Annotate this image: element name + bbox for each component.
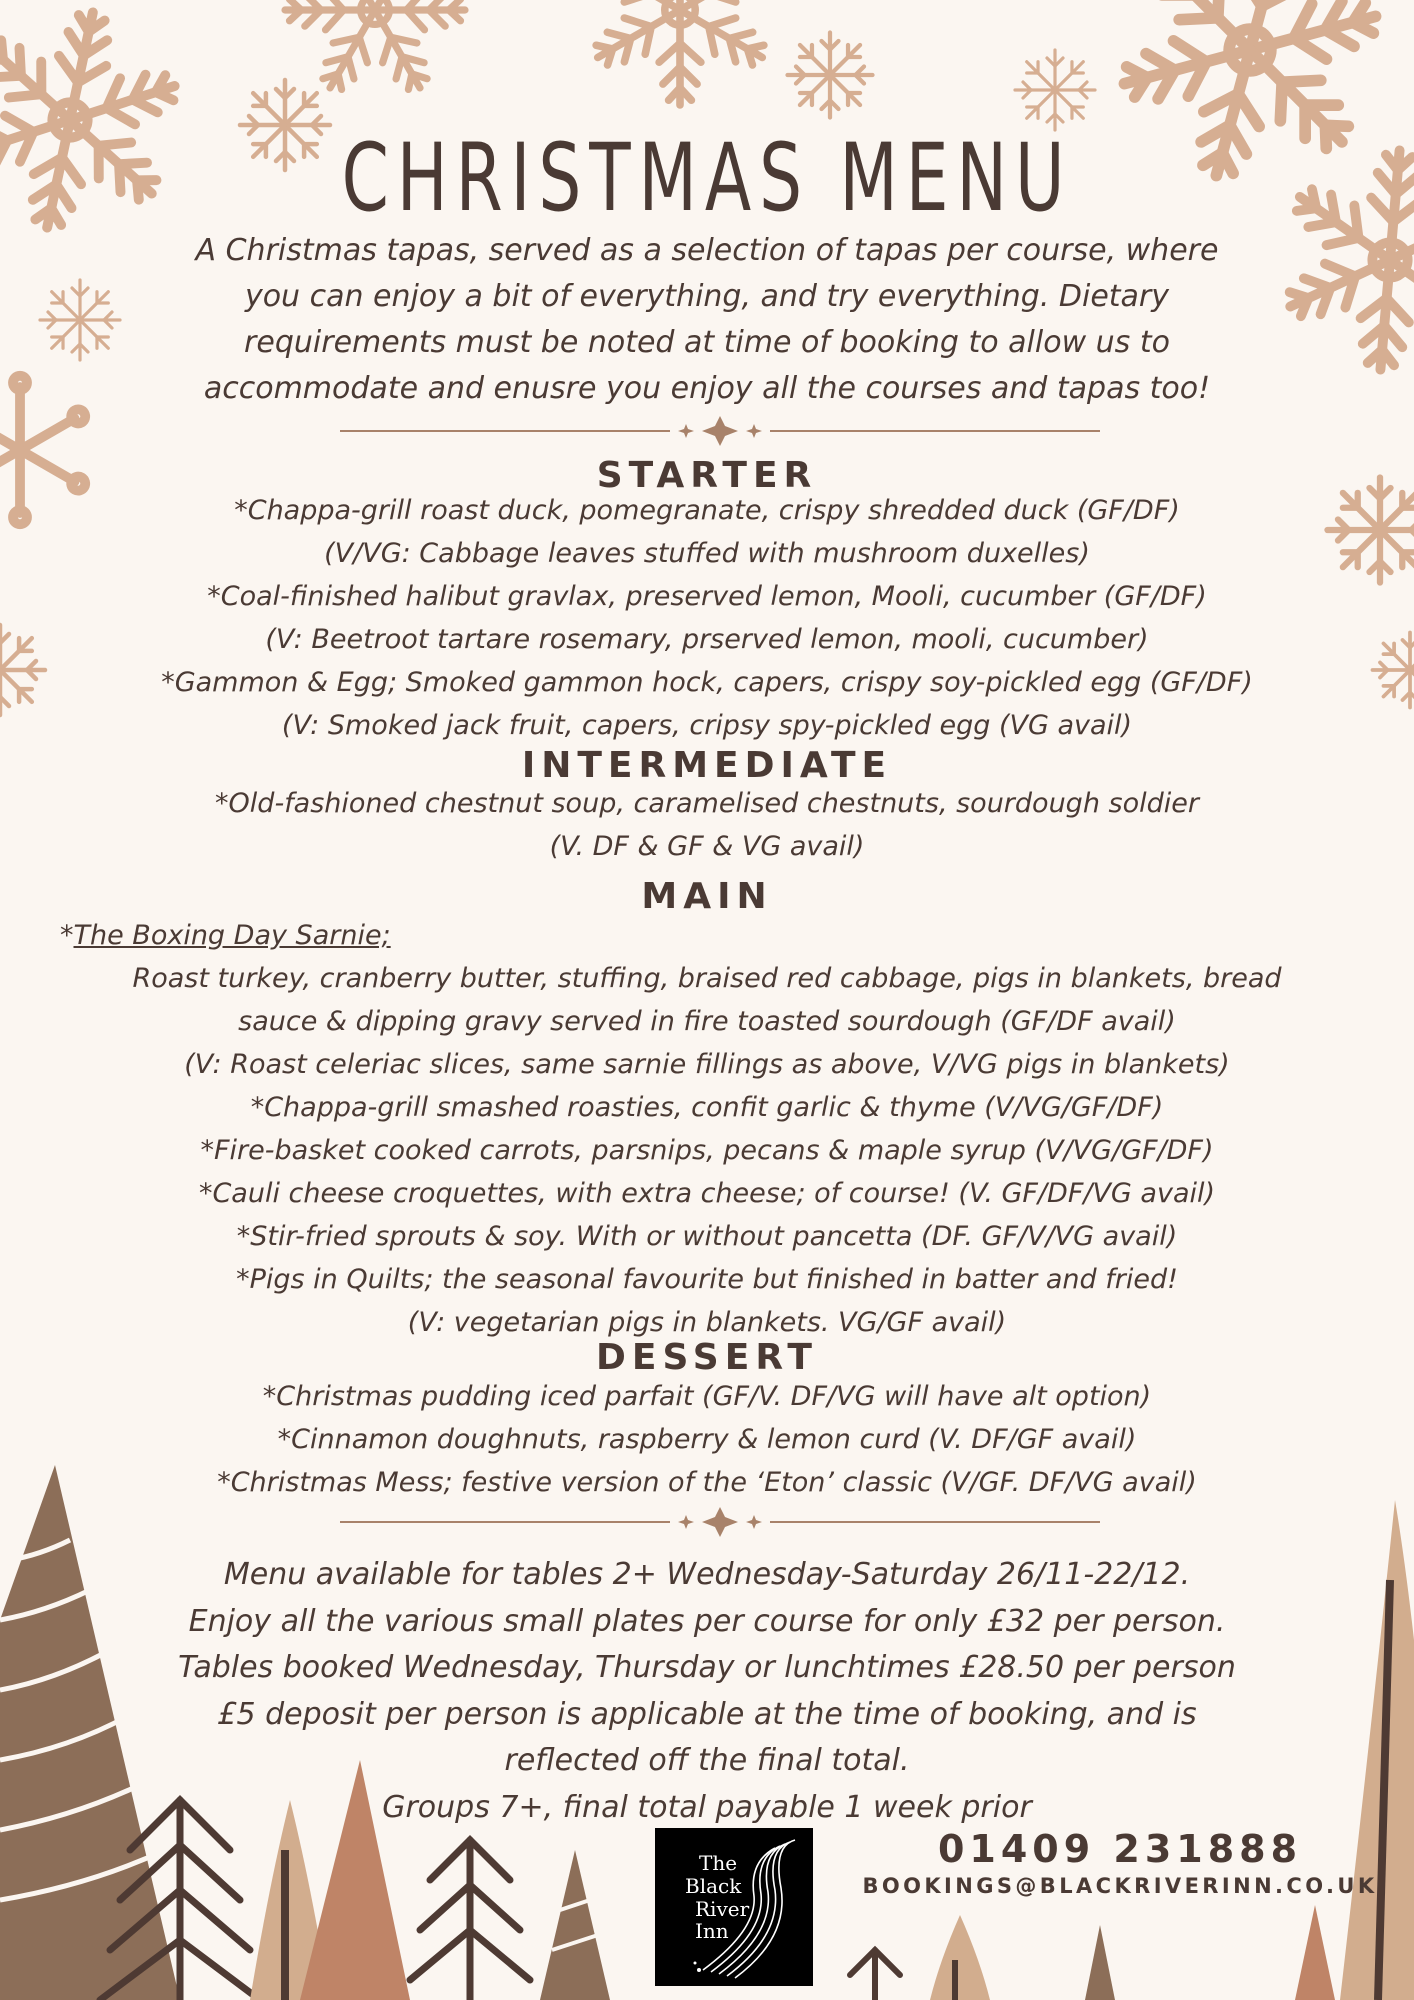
list-item: *Gammon & Egg; Smoked gammon hock, capers, crispy soy-pickled egg (GF/DF) [161,667,1253,698]
list-item: (V: vegetarian pigs in blankets. VG/GF avail) [407,1307,1007,1338]
info-line: Enjoy all the various small plates per course for only £32 per person. [188,1603,1226,1639]
list-item: (V. DF & GF & VG avail) [549,831,865,862]
intro-paragraph [150,228,1264,412]
logo-word: Black [685,1874,742,1898]
list-item: (V: Roast celeriac slices, same sarnie fillings as above, V/VG pigs in blankets) [184,1049,1230,1080]
list-item: *Old-fashioned chestnut soup, caramelised chestnuts, sourdough soldier [215,788,1199,819]
list-item: *Fire-basket cooked carrots, parsnips, pecans & maple syrup (V/VG/GF/DF) [200,1135,1214,1166]
email-address[interactable]: BOOKINGS@BLACKRIVERINN.CO.UK [862,1874,1378,1898]
sparkle-divider-icon [340,416,1100,446]
christmas-tree-icon [1085,1925,1115,2000]
main-feature-name: The Boxing Day Sarnie; [73,920,391,951]
booking-info [60,1552,1354,1831]
section-heading-dessert: DESSERT [596,1337,818,1378]
list-item: sauce & dipping gravy served in fire toasted sourdough (GF/DF avail) [238,1006,1176,1037]
list-item: (V: Beetroot tartare rosemary, prserved lemon, mooli, cucumber) [265,624,1149,655]
intro-line: requirements must be noted at time of booking to allow us to [244,325,1170,360]
sparkle-divider-icon [340,1507,1100,1537]
info-line: Menu available for tables 2+ Wednesday-Saturday 26/11-22/12. [223,1557,1191,1592]
christmas-tree-icon [930,1915,990,2000]
info-line: £5 deposit per person is applicable at the time of booking, and is [217,1696,1197,1732]
list-item: *Chappa-grill roast duck, pomegranate, crispy shredded duck (GF/DF) [234,495,1180,526]
list-item: *Christmas pudding iced parfait (GF/V. DF/VG will have alt option) [262,1381,1152,1412]
logo-artwork [655,1828,813,1986]
intro-line: accommodate and enusre you enjoy all the courses and tapas too! [203,371,1211,406]
christmas-tree-icon [540,1850,610,2000]
phone-number[interactable]: 01409 231888 [937,1827,1303,1871]
intro-line: A Christmas tapas, served as a selection of tapas per course, where [195,233,1219,268]
logo-word: River [695,1897,750,1921]
logo-word: Inn [695,1919,729,1943]
main-feature-prefix: * [60,920,74,951]
list-item: *Christmas Mess; festive version of the ‘Eton’ classic (V/GF. DF/VG avail) [217,1467,1197,1498]
list-item: *Pigs in Quilts; the seasonal favourite but finished in batter and fried! [236,1264,1178,1295]
list-item: *Chappa-grill smashed roasties, confit garlic & thyme (V/VG/GF/DF) [250,1092,1164,1123]
info-line: Tables booked Wednesday, Thursday or lunchtimes £28.50 per person [178,1650,1236,1685]
list-item: *Cauli cheese croquettes, with extra cheese; of course! (V. GF/DF/VG avail) [198,1178,1216,1209]
info-line: Groups 7+, final total payable 1 week prior [382,1789,1032,1825]
section-heading-main: MAIN [641,876,773,917]
intro-line: you can enjoy a bit of everything, and try everything. Dietary [244,279,1170,314]
logo-word: The [699,1851,738,1875]
christmas-tree-icon [850,1950,900,2000]
list-item: Roast turkey, cranberry butter, stuffing, braised red cabbage, pigs in blankets, bread [132,963,1282,994]
starter-list [20,489,1394,747]
list-item: (V/VG: Cabbage leaves stuffed with mushroom duxelles) [324,538,1090,569]
intermediate-list [20,782,1394,868]
info-line: reflected off the final total. [504,1743,910,1778]
dessert-list [20,1375,1394,1504]
list-item: *Cinnamon doughnuts, raspberry & lemon curd (V. DF/GF avail) [277,1424,1137,1455]
section-heading-starter: STARTER [596,455,818,496]
list-item: *Stir-fried sprouts & soy. With or without pancetta (DF. GF/V/VG avail) [236,1221,1178,1252]
list-item: *Coal-finished halibut gravlax, preserved lemon, Mooli, cucumber (GF/DF) [207,581,1207,612]
main-feature-title [60,914,391,957]
christmas-tree-icon [1295,1905,1335,2000]
section-heading-intermediate: INTERMEDIATE [521,745,893,786]
list-item: (V: Smoked jack fruit, capers, cripsy spy-pickled egg (VG avail) [281,710,1133,741]
page-title: CHRISTMAS MENU [341,124,1073,233]
christmas-tree-icon [410,1840,530,2000]
inn-logo [655,1828,813,1986]
main-list [20,957,1394,1344]
